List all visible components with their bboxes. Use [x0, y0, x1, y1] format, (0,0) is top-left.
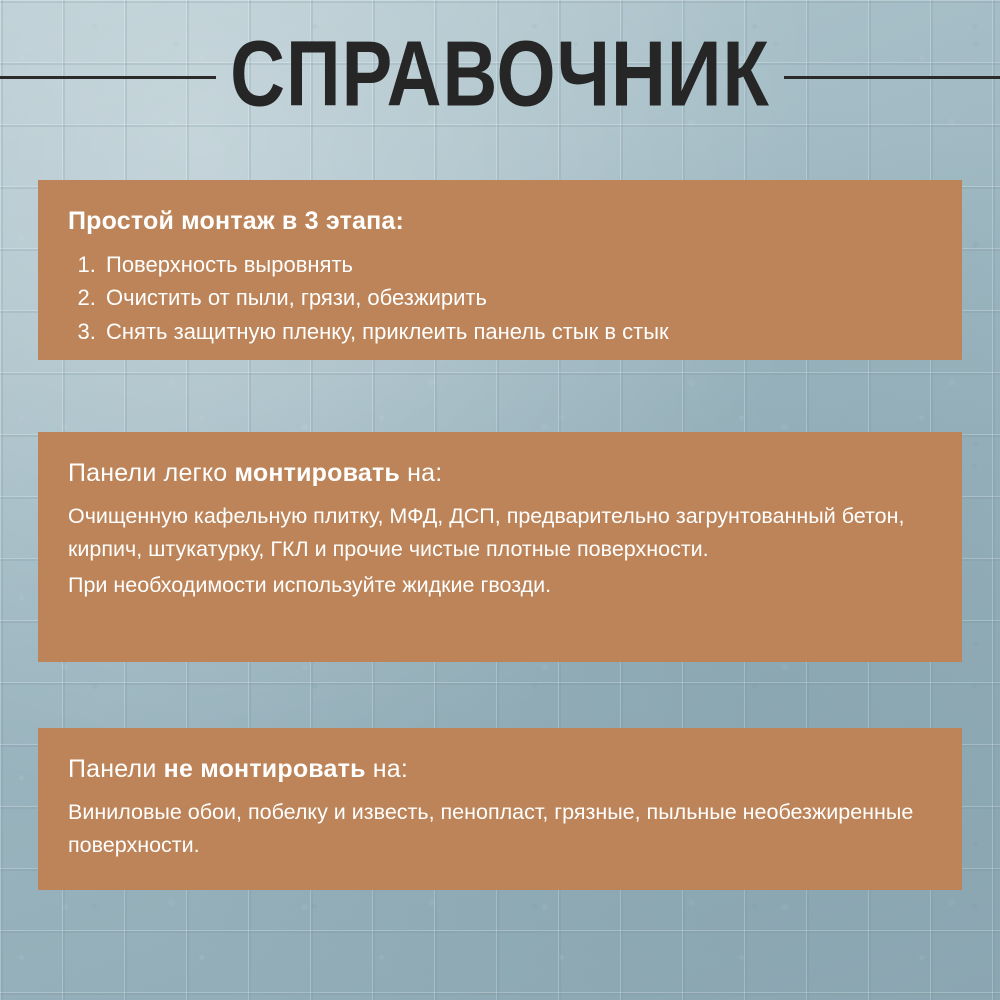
card-suitable-surfaces — [38, 432, 962, 662]
card-title-emphasis: не монтировать — [163, 755, 366, 783]
page-title: СПРАВОЧНИК — [230, 22, 770, 127]
card-paragraph: Виниловые обои, побелку и известь, пенопласт, грязные, пыльные необезжиренные поверхности. — [68, 800, 914, 858]
card-paragraph: При необходимости используйте жидкие гвозди. — [68, 572, 552, 597]
header-rule-right — [784, 76, 1000, 79]
card-title-installation-steps: Простой монтаж в 3 этапа: — [68, 207, 405, 235]
list-item: 2. Очистить от пыли, грязи, обезжирить — [102, 281, 932, 314]
card-title-suffix: на: — [399, 459, 443, 487]
card-title-emphasis: монтировать — [234, 459, 400, 487]
installation-steps-list — [68, 248, 932, 348]
header-rule-left — [0, 76, 216, 79]
card-unsuitable-surfaces — [38, 728, 962, 890]
card-paragraph: Очищенную кафельную плитку, МФД, ДСП, предварительно загрунтованный бетон, кирпич, штукатурку, ГКЛ и прочие чистые плотные поверхности. — [68, 504, 905, 562]
card-title-suffix: на: — [365, 755, 409, 783]
card-title-suitable-surfaces — [68, 458, 932, 488]
card-title-unsuitable-surfaces — [68, 754, 932, 784]
card-installation-steps — [38, 180, 962, 360]
card-title-prefix: Панели легко — [68, 459, 235, 487]
card-title-prefix: Панели — [68, 755, 164, 783]
list-item: 1. Поверхность выровнять — [102, 248, 932, 281]
list-item: 3. Снять защитную пленку, приклеить панель стык в стык — [102, 315, 932, 348]
header — [0, 0, 1000, 150]
